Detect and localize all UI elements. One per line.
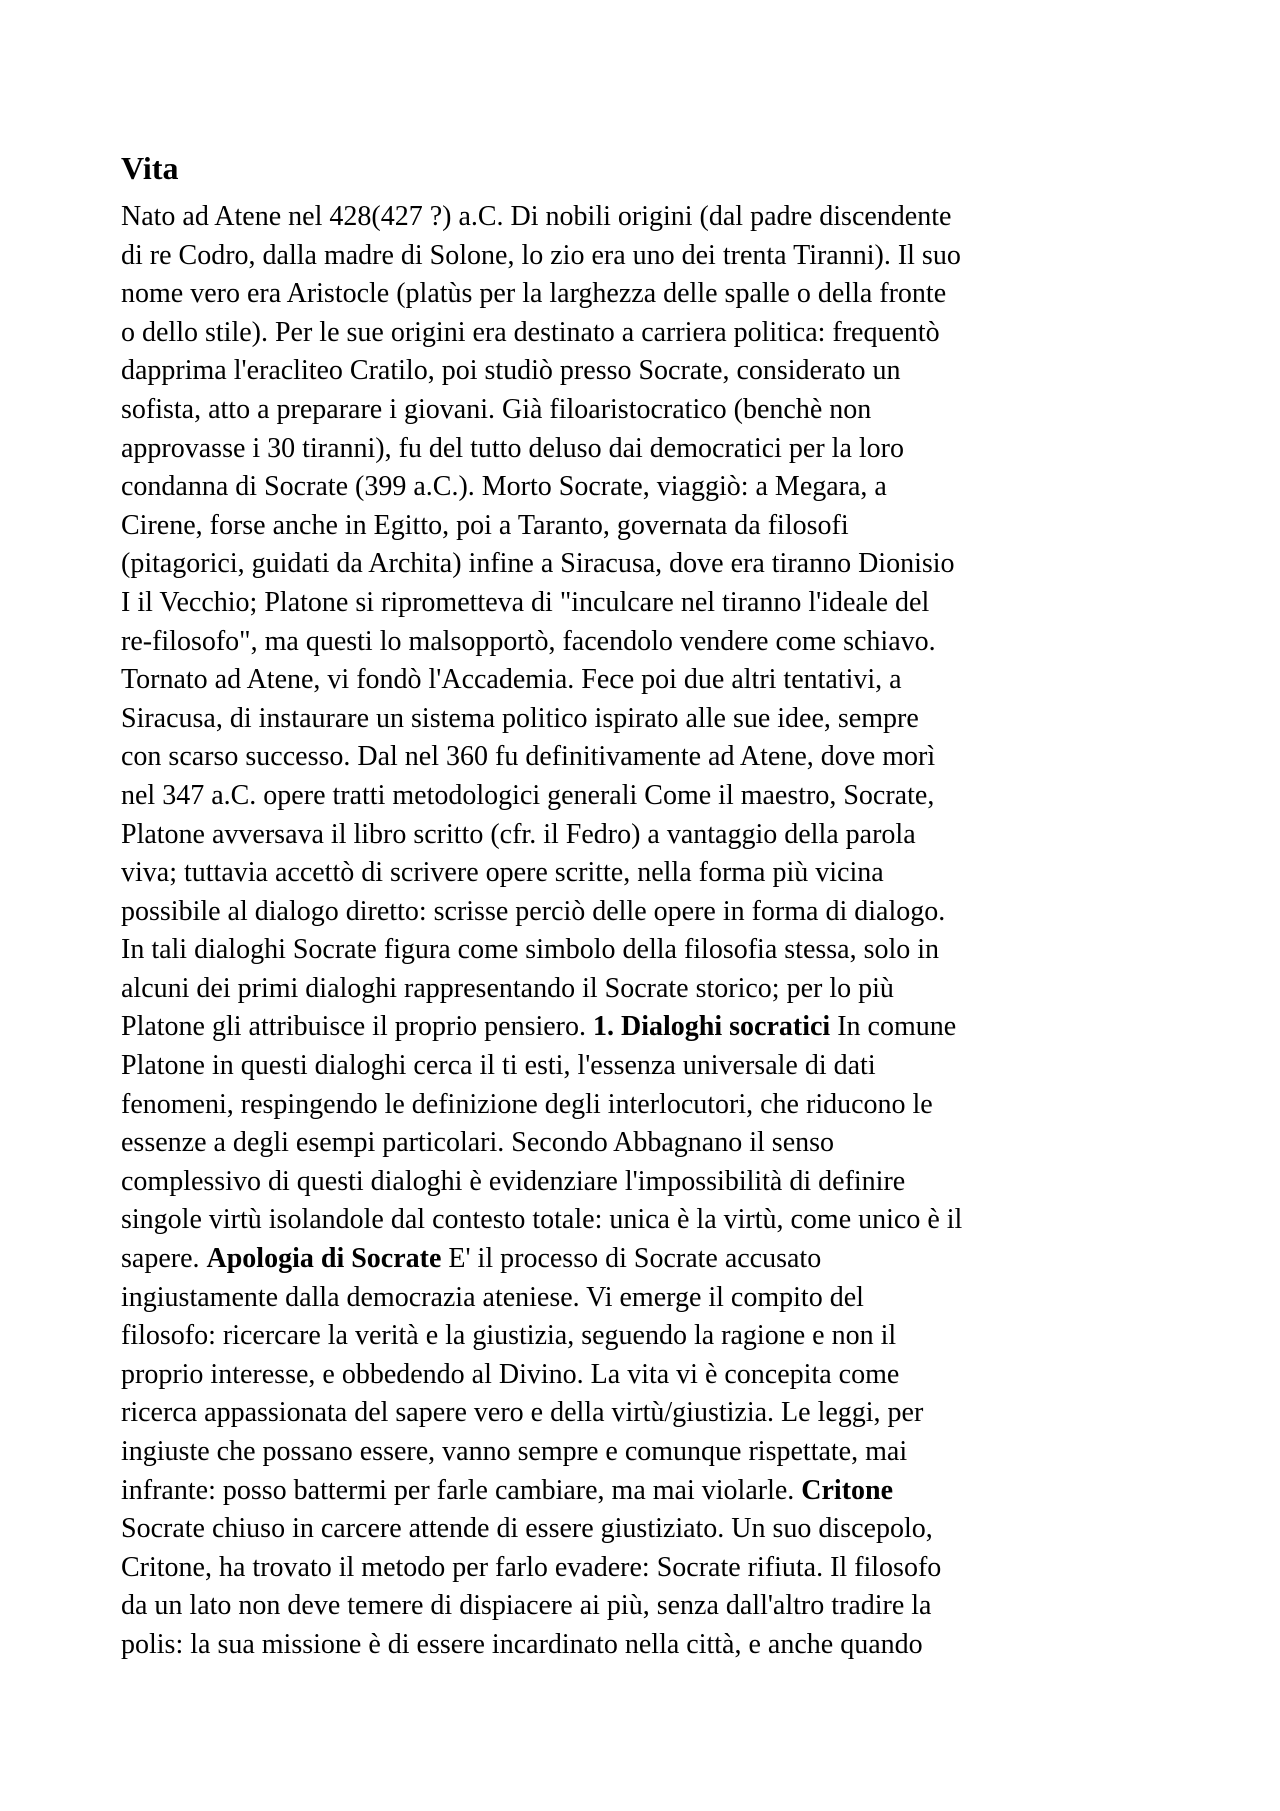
text-segment: In tali dialoghi Socrate figura come simbolo della filosofia stessa, solo in (121, 934, 940, 966)
text-line (121, 545, 1161, 584)
text-line (121, 1086, 1161, 1125)
section-title: Vita (121, 150, 179, 186)
text-line (121, 970, 1161, 1009)
text-line (121, 198, 1161, 237)
text-segment: essenze a degli esempi particolari. Secondo Abbagnano il senso (121, 1127, 835, 1159)
text-segment: alcuni dei primi dialoghi rappresentando il Socrate storico; per lo più (121, 972, 894, 1004)
text-segment: Platone avversava il libro scritto (cfr. il Fedro) a vantaggio della parola (121, 818, 916, 850)
text-segment: nel 347 a.C. opere tratti metodologici generali Come il maestro, Socrate, (121, 779, 935, 811)
text-segment: viva; tuttavia accettò di scrivere opere scritte, nella forma più vicina (121, 857, 884, 889)
text-segment: infrante: posso battermi per farle cambiare, ma mai violarle. (121, 1474, 802, 1506)
text-segment: condanna di Socrate (399 a.C.). Morto Socrate, viaggiò: a Megara, a (121, 471, 887, 503)
text-segment: Platone in questi dialoghi cerca il ti esti, l'essenza universale di dati (121, 1050, 876, 1082)
text-segment: In comune (830, 1011, 957, 1043)
body-paragraph (121, 198, 1161, 1665)
text-segment: possibile al dialogo diretto: scrisse perciò delle opere in forma di dialogo. (121, 895, 946, 927)
text-segment: E' il processo di Socrate accusato (441, 1243, 822, 1275)
text-segment: Socrate chiuso in carcere attende di essere giustiziato. Un suo discepolo, (121, 1513, 933, 1545)
text-line (121, 931, 1161, 970)
text-segment: polis: la sua missione è di essere incardinato nella città, e anche quando (121, 1628, 923, 1660)
text-line (121, 275, 1161, 314)
text-line (121, 352, 1161, 391)
text-line (121, 1626, 1161, 1665)
text-segment: fenomeni, respingendo le definizione degli interlocutori, che riducono le (121, 1088, 933, 1120)
text-line (121, 1240, 1161, 1279)
text-line (121, 584, 1161, 623)
text-line (121, 1587, 1161, 1626)
text-segment: da un lato non deve temere di dispiacere ai più, senza dall'altro tradire la (121, 1590, 932, 1622)
text-segment: sofista, atto a preparare i giovani. Già filoaristocratico (benchè non (121, 393, 872, 425)
text-line (121, 1047, 1161, 1086)
text-segment: approvasse i 30 tiranni), fu del tutto deluso dai democratici per la loro (121, 432, 904, 464)
text-line (121, 1163, 1161, 1202)
text-line (121, 507, 1161, 546)
text-segment: ricerca appassionata del sapere vero e della virtù/giustizia. Le leggi, per (121, 1397, 924, 1429)
text-segment: I il Vecchio; Platone si riprometteva di "inculcare nel tiranno l'ideale del (121, 586, 930, 618)
text-line (121, 1549, 1161, 1588)
text-line (121, 1279, 1161, 1318)
text-line (121, 623, 1161, 662)
text-segment: dapprima l'eracliteo Cratilo, poi studiò presso Socrate, considerato un (121, 355, 901, 387)
text-line (121, 1201, 1161, 1240)
text-segment: filosofo: ricercare la verità e la giustizia, seguendo la ragione e non il (121, 1320, 897, 1352)
text-line (121, 314, 1161, 353)
text-line (121, 700, 1161, 739)
text-segment: ingiustamente dalla democrazia ateniese. Vi emerge il compito del (121, 1281, 864, 1313)
text-line (121, 854, 1161, 893)
text-line (121, 1317, 1161, 1356)
text-line (121, 1356, 1161, 1395)
text-segment: (pitagorici, guidati da Archita) infine a Siracusa, dove era tiranno Dionisio (121, 548, 955, 580)
text-line (121, 1394, 1161, 1433)
text-line (121, 237, 1161, 276)
text-segment: con scarso successo. Dal nel 360 fu definitivamente ad Atene, dove morì (121, 741, 936, 773)
text-line (121, 738, 1161, 777)
document-page (121, 148, 1161, 1665)
text-segment: nome vero era Aristocle (platùs per la larghezza delle spalle o della fronte (121, 278, 947, 310)
text-segment: Cirene, forse anche in Egitto, poi a Taranto, governata da filosofi (121, 509, 849, 541)
text-segment: sapere. (121, 1243, 207, 1275)
text-segment: complessivo di questi dialoghi è evidenziare l'impossibilità di definire (121, 1165, 906, 1197)
text-line (121, 430, 1161, 469)
text-line (121, 1124, 1161, 1163)
text-segment: re-filosofo", ma questi lo malsopportò, facendolo vendere come schiavo. (121, 625, 936, 657)
text-segment: Critone, ha trovato il metodo per farlo evadere: Socrate rifiuta. Il filosofo (121, 1551, 942, 1583)
text-line (121, 816, 1161, 855)
text-line (121, 661, 1161, 700)
text-line (121, 1433, 1161, 1472)
bold-heading: 1. Dialoghi socratici (593, 1011, 831, 1043)
text-segment: proprio interesse, e obbedendo al Divino. La vita vi è concepita come (121, 1358, 900, 1390)
text-segment: Platone gli attribuisce il proprio pensiero. (121, 1011, 594, 1043)
text-line (121, 1008, 1161, 1047)
text-line (121, 391, 1161, 430)
text-segment: Nato ad Atene nel 428(427 ?) a.C. Di nobili origini (dal padre discendente (121, 201, 952, 232)
bold-heading: Critone (801, 1474, 894, 1506)
text-segment: singole virtù isolandole dal contesto totale: unica è la virtù, come unico è il (121, 1204, 963, 1236)
bold-heading: Apologia di Socrate (206, 1243, 442, 1275)
text-line (121, 1510, 1161, 1549)
text-line (121, 893, 1161, 932)
text-segment: Siracusa, di instaurare un sistema politico ispirato alle sue idee, sempre (121, 702, 919, 734)
text-segment: Tornato ad Atene, vi fondò l'Accademia. Fece poi due altri tentativi, a (121, 664, 902, 696)
text-line (121, 1472, 1161, 1511)
text-segment: ingiuste che possano essere, vanno sempre e comunque rispettate, mai (121, 1436, 908, 1467)
text-segment: di re Codro, dalla madre di Solone, lo zio era uno dei trenta Tiranni). Il suo (121, 239, 961, 271)
text-line (121, 468, 1161, 507)
text-line (121, 777, 1161, 816)
text-segment: o dello stile). Per le sue origini era destinato a carriera politica: frequentò (121, 316, 940, 348)
